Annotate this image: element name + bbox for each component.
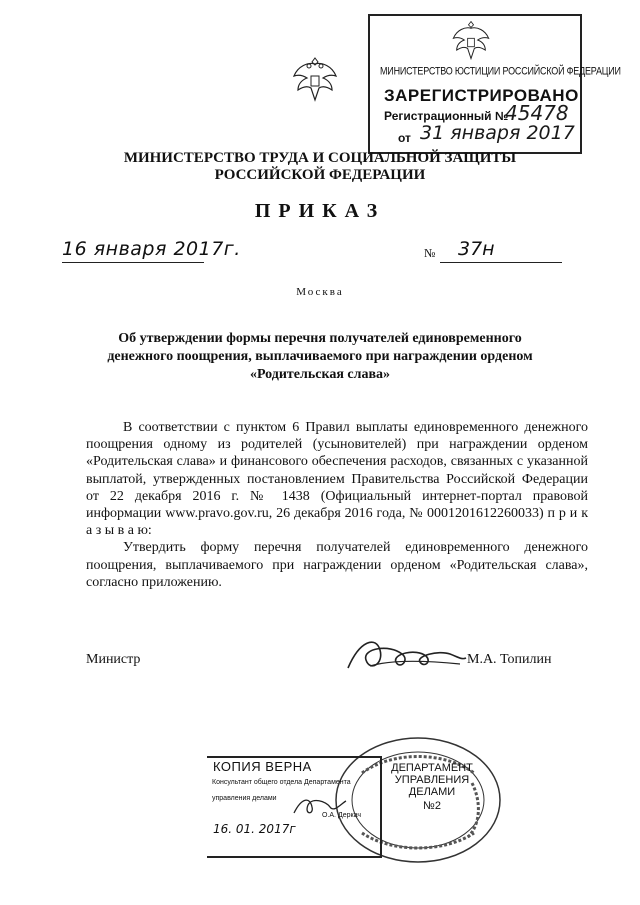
stamp-ministry: МИНИСТЕРСТВО ЮСТИЦИИ РОССИЙСКОЙ ФЕДЕРАЦИИ <box>380 65 621 77</box>
date-underline <box>62 262 204 263</box>
document-type: ПРИКАЗ <box>254 200 386 222</box>
order-subject <box>80 330 560 384</box>
copy-stamp-position: Консультант общего отдела Департамента <box>212 779 351 786</box>
subject-line-2: денежного поощрения, выплачиваемого при награждении орденом <box>107 349 533 364</box>
order-number: 37н <box>458 238 495 260</box>
city: Москва <box>296 286 344 298</box>
dept-line-2: УПРАВЛЕНИЯ <box>394 774 470 786</box>
body-paragraph-2: Утвердить форму перечня получателей единовременного денежного поощрения, выплачиваемого при награждении орденом «Родительская слава», согласно приложению. <box>86 540 588 590</box>
copy-stamp-initials: О.А. Деркач <box>322 812 362 819</box>
state-emblem-icon <box>290 52 340 104</box>
copy-stamp-title: КОПИЯ ВЕРНА <box>213 759 312 774</box>
stamp-registered: ЗАРЕГИСТРИРОВАНО <box>384 86 579 105</box>
ministry-name <box>0 150 640 184</box>
copy-stamp-signature <box>290 793 350 819</box>
number-label: № <box>424 246 436 260</box>
registration-number-label: Регистрационный № <box>384 109 509 123</box>
copy-stamp-date: 16. 01. 2017г <box>213 822 296 836</box>
ministry-line-2: РОССИЙСКОЙ ФЕДЕРАЦИИ <box>214 167 426 183</box>
number-underline <box>440 262 562 263</box>
ministry-line-1: МИНИСТЕРСТВО ТРУДА И СОЦИАЛЬНОЙ ЗАЩИТЫ <box>123 150 517 166</box>
subject-line-3: «Родительская слава» <box>249 367 391 382</box>
registration-date-prefix: от <box>398 131 411 145</box>
signatory-name: М.А. Топилин <box>467 652 552 667</box>
department-seal <box>382 762 482 842</box>
registration-number: 45478 <box>505 101 569 125</box>
stamp-emblem-icon <box>450 18 492 62</box>
handwritten-signature <box>340 630 470 680</box>
registration-date: 31 января 2017 <box>420 122 575 144</box>
dept-line-3: ДЕЛАМИ <box>408 786 456 798</box>
body-paragraph-1: В соответствии с пунктом 6 Правил выплаты единовременного денежного поощрения одному из родителей (усыновителей) при награждении орденом «Родительская слава» и финансового обеспечения расходов, связанных с указанной выплатой, утвержденных постановлением Правительства Российской Федерации от 22 декабря 2016 г. № 1438 (Официальный интернет-портал правовой информации www.pravo.gov.ru, 26 декабря 2016 года, № 0001201612260033) п р и к а з ы в а ю: <box>86 420 588 539</box>
order-date: 16 января 2017г. <box>62 238 241 260</box>
copy-stamp-department: управления делами <box>212 795 277 802</box>
signatory-position: Министр <box>86 652 141 667</box>
order-body <box>86 419 588 591</box>
subject-line-1: Об утверждении формы перечня получателей единовременного <box>118 331 522 346</box>
dept-line-1: ДЕПАРТАМЕНТ <box>391 762 473 774</box>
dept-line-4: №2 <box>423 800 441 812</box>
